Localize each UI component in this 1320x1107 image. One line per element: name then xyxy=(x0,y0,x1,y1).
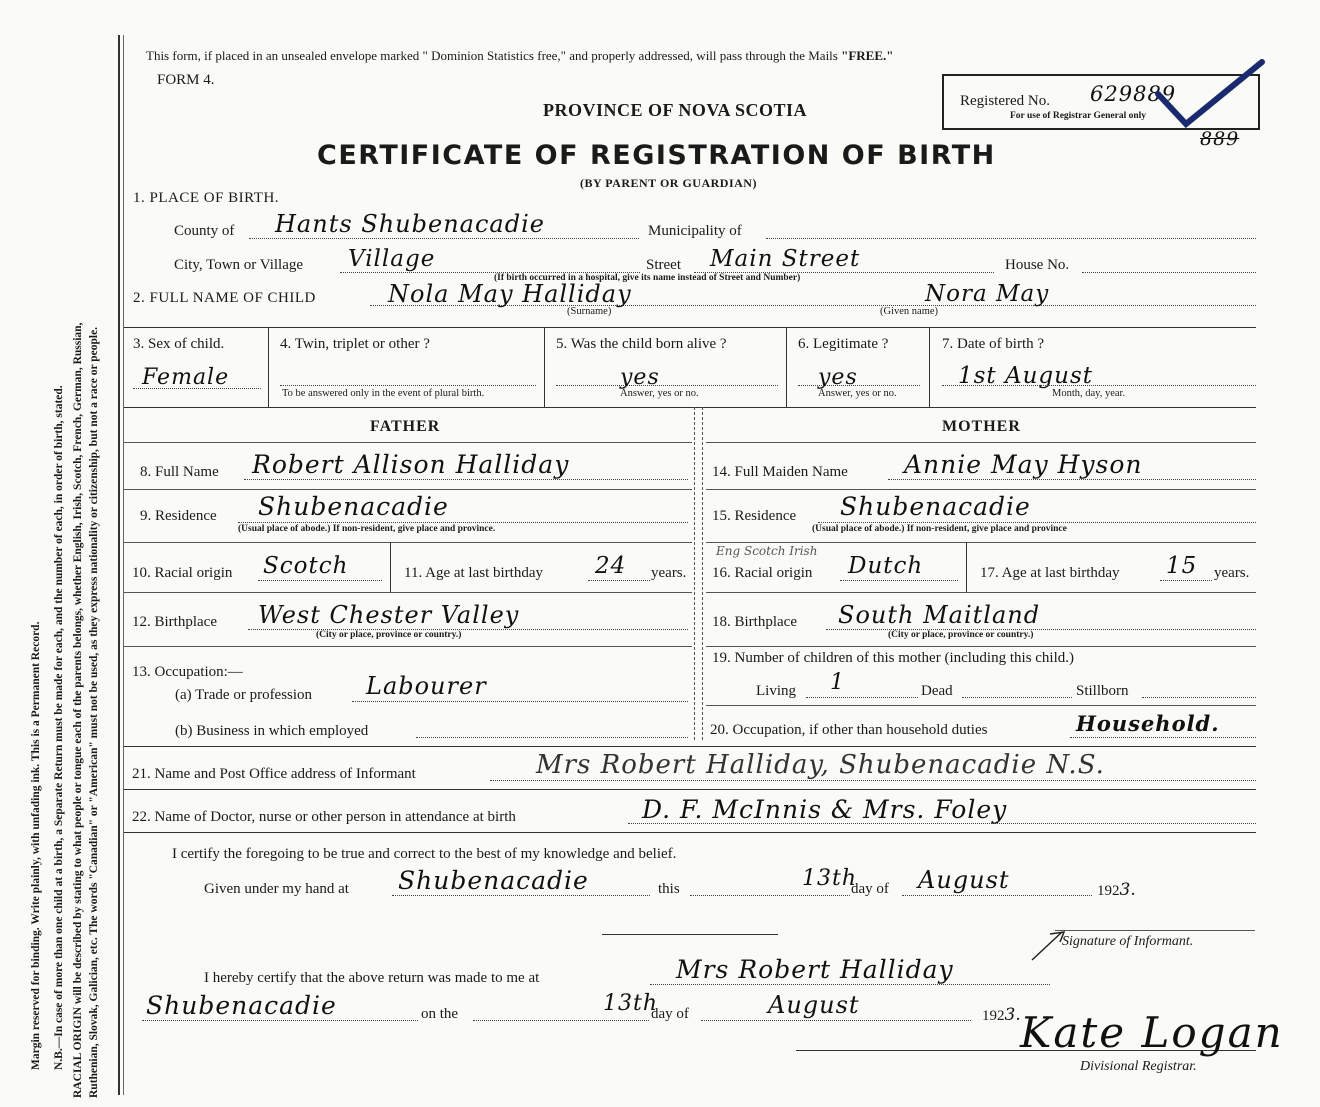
informant-signature-line xyxy=(602,934,778,935)
twin-line xyxy=(280,385,536,386)
alive-note: Answer, yes or no. xyxy=(620,388,699,399)
mother-occupation-label: 20. Occupation, if other than household duties xyxy=(710,722,988,738)
living-label: Living xyxy=(756,683,796,699)
registrar-label: Divisional Registrar. xyxy=(1080,1059,1197,1074)
registered-note: For use of Registrar General only xyxy=(1010,111,1147,121)
mother-residence-value: Shubenacadie xyxy=(840,492,1031,521)
day-value: 13th xyxy=(802,866,858,891)
child-surname-value: Nola May Halliday xyxy=(388,280,632,308)
rule-mother-18 xyxy=(706,646,1256,647)
living-value: 1 xyxy=(830,670,845,695)
divider-4-5 xyxy=(544,327,545,407)
rule-parents-top xyxy=(124,407,1256,408)
father-age-line xyxy=(588,580,650,581)
day2-line xyxy=(473,1020,649,1021)
month2-line xyxy=(701,1020,971,1021)
certificate-title: CERTIFICATE OF REGISTRATION OF BIRTH xyxy=(317,140,996,171)
father-name-label: 8. Full Name xyxy=(140,464,219,480)
legitimate-line xyxy=(798,385,920,386)
father-racial-label: 10. Racial origin xyxy=(132,565,233,581)
parents-divider-left xyxy=(694,407,695,740)
legitimate-value: yes xyxy=(818,365,858,390)
father-trade-value: Labourer xyxy=(366,672,487,700)
dob-note: Month, day, year. xyxy=(1052,388,1126,399)
father-name-value: Robert Allison Halliday xyxy=(252,450,570,479)
dob-label: 7. Date of birth ? xyxy=(942,336,1045,352)
certificate-subtitle: (BY PARENT OR GUARDIAN) xyxy=(580,176,757,190)
day2-value: 13th xyxy=(603,991,659,1016)
sex-label: 3. Sex of child. xyxy=(133,336,225,352)
child-given-value: Nora May xyxy=(925,281,1050,307)
mother-name-label: 14. Full Maiden Name xyxy=(712,464,848,480)
mother-racial-annotation: Eng Scotch Irish xyxy=(716,544,818,558)
hereby-text: I hereby certify that the above return was made to me at xyxy=(204,970,540,986)
year2-label: 1923. xyxy=(982,1005,1021,1025)
mother-name-value: Annie May Hyson xyxy=(904,450,1143,479)
father-name-line xyxy=(244,479,688,480)
rule-mother-19 xyxy=(706,705,1256,706)
rule-mother-14 xyxy=(706,489,1256,490)
pen-mark-icon xyxy=(1028,928,1068,964)
house-line xyxy=(1082,272,1256,273)
mother-residence-label: 15. Residence xyxy=(712,508,797,524)
twin-label: 4. Twin, triplet or other ? xyxy=(280,336,430,352)
rule-father-8 xyxy=(124,489,692,490)
mother-racial-label: 16. Racial origin xyxy=(712,565,813,581)
mother-age-value: 15 xyxy=(1166,553,1198,579)
father-trade-line xyxy=(352,701,688,702)
given-caption: (Given name) xyxy=(880,306,939,317)
rule-father-12 xyxy=(124,646,692,647)
father-years-label: years. xyxy=(651,565,687,581)
month-value: August xyxy=(918,866,1010,894)
margin-note-nb: N.B.—In case of more than one child at a birth, a Separate Return must be made for each, and the number of each, in order of birth, stated. xyxy=(53,385,65,1070)
margin-note-racial-origin-cont: Ruthenian, Slovak, Galician, etc. The words "Canadian" or "American" must not be used, as they express nationality or citizenship, but not a race or people. xyxy=(88,326,100,1098)
doctor-value: D. F. McInnis & Mrs. Foley xyxy=(642,795,1008,824)
informant-signature-line-right xyxy=(1055,930,1255,931)
rule-father-heading xyxy=(124,442,692,443)
father-racial-value: Scotch xyxy=(263,553,349,579)
binding-margin-line-inner xyxy=(123,35,124,1095)
legitimate-note: Answer, yes or no. xyxy=(818,388,897,399)
month2-value: August xyxy=(768,991,860,1019)
stillborn-label: Stillborn xyxy=(1076,683,1129,699)
margin-note-racial-origin: RACIAL ORIGIN will be described by stating to what people or tongue each of the parents belongs, whether English, Irish, Scotch, French, German, Russian, xyxy=(72,322,84,1098)
year-label: 1923. xyxy=(1097,880,1136,900)
parents-divider-right xyxy=(702,407,703,740)
street-line xyxy=(694,272,994,273)
given-label: Given under my hand at xyxy=(204,881,349,897)
informant-line xyxy=(490,780,1256,781)
made-at-line xyxy=(650,984,1050,985)
mother-abode-note: (Usual place of abode.) If non-resident, give place and province xyxy=(812,524,1067,534)
father-residence-value: Shubenacadie xyxy=(258,492,449,521)
informant-label: 21. Name and Post Office address of Informant xyxy=(132,766,416,782)
old-number: 889 xyxy=(1200,128,1240,150)
father-age-label: 11. Age at last birthday xyxy=(404,565,543,581)
stillborn-line xyxy=(1142,697,1256,698)
place-of-birth-heading: 1. PLACE OF BIRTH. xyxy=(133,190,280,206)
county-label: County of xyxy=(174,223,235,239)
dob-line xyxy=(942,385,1256,386)
father-birthplace-value: West Chester Valley xyxy=(258,601,520,629)
divider-16-17 xyxy=(966,542,967,592)
father-occupation-heading: 13. Occupation:— xyxy=(132,664,243,680)
day-of-label: day of xyxy=(851,881,889,897)
street-value: Main Street xyxy=(710,246,861,272)
father-birthplace-line xyxy=(248,629,688,630)
alive-line xyxy=(556,385,778,386)
sex-value: Female xyxy=(142,365,230,390)
mother-name-line xyxy=(888,479,1256,480)
divider-6-7 xyxy=(929,327,930,407)
father-abode-note: (Usual place of abode.) If non-resident, give place and province. xyxy=(238,524,496,534)
living-line xyxy=(806,697,918,698)
mother-racial-line xyxy=(840,580,958,581)
mother-birthplace-value: South Maitland xyxy=(838,601,1041,629)
rule-row3-top xyxy=(124,327,1256,328)
county-line xyxy=(249,238,639,239)
alive-label: 5. Was the child born alive ? xyxy=(556,336,727,352)
form-number: FORM 4. xyxy=(157,72,215,88)
divider-3-4 xyxy=(268,327,269,407)
mother-heading: MOTHER xyxy=(942,418,1021,435)
on-the-label: on the xyxy=(421,1006,459,1022)
given-place-value: Shubenacadie xyxy=(398,866,589,895)
place2-line xyxy=(142,1020,418,1021)
father-racial-line xyxy=(258,580,382,581)
dead-label: Dead xyxy=(921,683,953,699)
mail-notice: This form, if placed in an unsealed envelope marked " Dominion Statistics free," and properly addressed, will pass through the Mails "FREE." xyxy=(146,48,894,63)
rule-father-10 xyxy=(124,592,692,593)
mother-age-label: 17. Age at last birthday xyxy=(980,565,1120,581)
alive-value: yes xyxy=(620,365,660,390)
house-label: House No. xyxy=(1005,257,1070,273)
father-age-value: 24 xyxy=(595,553,627,579)
informant-value: Mrs Robert Halliday, Shubenacadie N.S. xyxy=(536,750,1105,780)
mother-occupation-line xyxy=(1070,737,1256,738)
made-at-value: Mrs Robert Halliday xyxy=(676,955,954,984)
sex-line xyxy=(133,388,261,389)
divider-5-6 xyxy=(786,327,787,407)
place2-value: Shubenacadie xyxy=(146,991,337,1020)
rule-mother-heading xyxy=(706,442,1256,443)
dead-line xyxy=(962,697,1072,698)
street-label: Street xyxy=(646,257,681,273)
legitimate-label: 6. Legitimate ? xyxy=(798,336,889,352)
father-business-line xyxy=(416,737,688,738)
registrar-signature: Kate Logan xyxy=(1020,1008,1284,1057)
dob-value: 1st August xyxy=(958,363,1093,389)
rule-mother-16 xyxy=(706,592,1256,593)
province-heading: PROVINCE OF NOVA SCOTIA xyxy=(543,100,808,120)
this-label: this xyxy=(658,881,680,897)
doctor-label: 22. Name of Doctor, nurse or other person in attendance at birth xyxy=(132,809,516,825)
given-place-line xyxy=(392,895,650,896)
mother-age-line xyxy=(1160,580,1212,581)
father-heading: FATHER xyxy=(370,418,441,435)
mother-years-label: years. xyxy=(1214,565,1250,581)
rule-mother-15 xyxy=(706,542,1256,543)
child-name-label: 2. FULL NAME OF CHILD xyxy=(133,290,316,306)
hospital-note: (If birth occurred in a hospital, give its name instead of Street and Number) xyxy=(494,273,801,283)
twin-note: To be answered only in the event of plural birth. xyxy=(282,388,485,399)
surname-caption: (Surname) xyxy=(567,306,612,317)
father-birthplace-note: (City or place, province or country.) xyxy=(316,630,462,640)
father-trade-label: (a) Trade or profession xyxy=(175,687,313,703)
checkmark-icon xyxy=(1150,56,1270,136)
father-birthplace-label: 12. Birthplace xyxy=(132,614,217,630)
certify-text: I certify the foregoing to be true and correct to the best of my knowledge and belief. xyxy=(172,846,677,862)
mother-residence-line xyxy=(818,522,1256,523)
rule-22-bottom xyxy=(124,832,1256,833)
mother-birthplace-note: (City or place, province or country.) xyxy=(888,630,1034,640)
informant-signature-label: Signature of Informant. xyxy=(1062,934,1194,949)
municipality-label: Municipality of xyxy=(648,223,742,239)
father-residence-label: 9. Residence xyxy=(140,508,217,524)
month-line xyxy=(902,895,1092,896)
father-business-label: (b) Business in which employed xyxy=(175,723,369,739)
rule-22-top xyxy=(124,789,1256,790)
mother-children-label: 19. Number of children of this mother (including this child.) xyxy=(712,650,1075,666)
city-label: City, Town or Village xyxy=(174,257,304,273)
mother-racial-value: Dutch xyxy=(848,553,924,579)
day-line xyxy=(690,895,850,896)
father-residence-line xyxy=(238,522,688,523)
margin-note-binding: Margin reserved for binding. Write plainly, with unfading ink. This is a Permanent Record. xyxy=(30,621,42,1070)
registered-label: Registered No. xyxy=(960,93,1050,109)
binding-margin-line xyxy=(118,35,120,1095)
rule-21-top xyxy=(124,746,1256,747)
county-value: Hants Shubenacadie xyxy=(275,210,545,238)
mother-occupation-value: Household. xyxy=(1076,711,1220,736)
city-value: Village xyxy=(348,246,436,272)
divider-10-11 xyxy=(390,542,391,592)
day-of2-label: day of xyxy=(651,1006,689,1022)
mother-birthplace-label: 18. Birthplace xyxy=(712,614,797,630)
registered-number: 629889 xyxy=(1090,82,1177,106)
rule-father-9 xyxy=(124,542,692,543)
municipality-line xyxy=(766,238,1256,239)
